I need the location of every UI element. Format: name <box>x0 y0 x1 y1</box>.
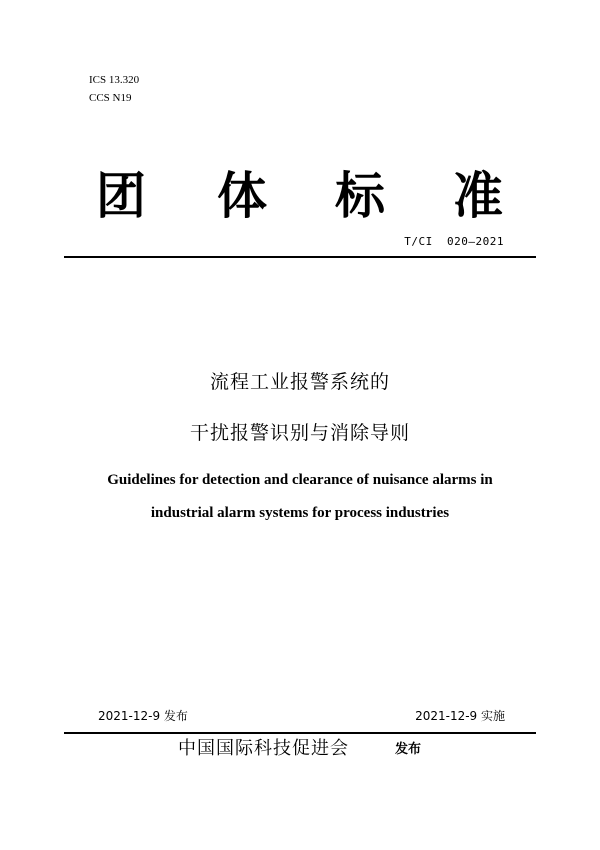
publisher-name: 中国国际科技促进会 <box>178 738 349 759</box>
title-zh-line-1: 流程工业报警系统的 <box>209 371 390 393</box>
bottom-divider <box>64 732 536 734</box>
top-divider <box>64 256 536 258</box>
publish-date: 2021-12-9 发布 <box>98 709 188 723</box>
category-char-1: 团 <box>96 166 146 225</box>
standard-number: T/CI 020—2021 <box>404 235 504 248</box>
implement-date: 2021-12-9 实施 <box>415 709 505 723</box>
category-char-3: 标 <box>335 166 385 225</box>
title-en-line-2: industrial alarm systems for process industries <box>150 505 450 521</box>
ics-code: ICS 13.320 <box>89 74 140 86</box>
category-char-2: 体 <box>217 166 267 225</box>
publish-label: 发布 <box>395 742 422 757</box>
title-en-line-1: Guidelines for detection and clearance of nuisance alarms in <box>107 472 493 488</box>
category-char-4: 准 <box>453 166 503 225</box>
ccs-code: CCS N19 <box>89 92 132 104</box>
title-zh-line-2: 干扰报警识别与消除导则 <box>189 422 410 444</box>
